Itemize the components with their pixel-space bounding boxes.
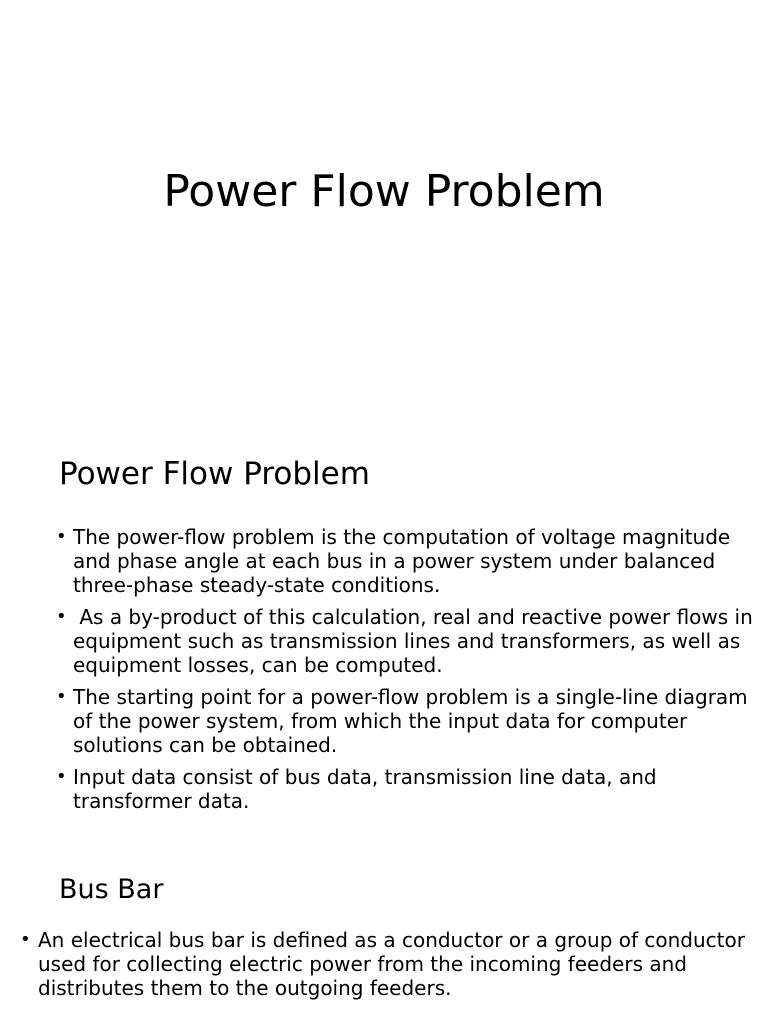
bullet-icon: • xyxy=(56,766,67,787)
bullet-icon: • xyxy=(56,686,67,707)
bullet-text: Input data consist of bus data, transmission line data, and transformer data. xyxy=(73,765,657,813)
slide-title: Power Flow Problem xyxy=(163,166,605,217)
bullet-text: An electrical bus bar is defined as a conductor or a group of conductor used for collecting electric power from the incoming feeders and distributes them to the outgoing feeders. xyxy=(38,928,745,1000)
bullet-icon: • xyxy=(20,929,31,950)
bullet-text: As a by-product of this calculation, real and reactive power flows in equipment such as transmission lines and transformers, as well as equipment losses, can be computed. xyxy=(73,605,760,677)
section-heading-power-flow: Power Flow Problem xyxy=(59,456,370,492)
section-heading-bus-bar: Bus Bar xyxy=(59,874,164,905)
bullet-item xyxy=(56,525,758,597)
bullet-text: The starting point for a power-flow problem is a single-line diagram of the power system, from which the input data for computer solutions can be obtained. xyxy=(73,685,748,757)
bullet-item xyxy=(56,685,758,757)
power-flow-bullet-list xyxy=(56,525,758,821)
bullet-icon: • xyxy=(56,606,67,627)
bullet-item xyxy=(56,765,758,813)
bullet-item xyxy=(20,928,760,1000)
bullet-icon: • xyxy=(56,526,67,547)
bullet-text: The power-flow problem is the computation of voltage magnitude and phase angle at each bus in a power system under balanced three-phase steady-state conditions. xyxy=(73,525,731,597)
bus-bar-bullet-list xyxy=(20,928,760,1008)
bullet-item xyxy=(56,605,758,677)
